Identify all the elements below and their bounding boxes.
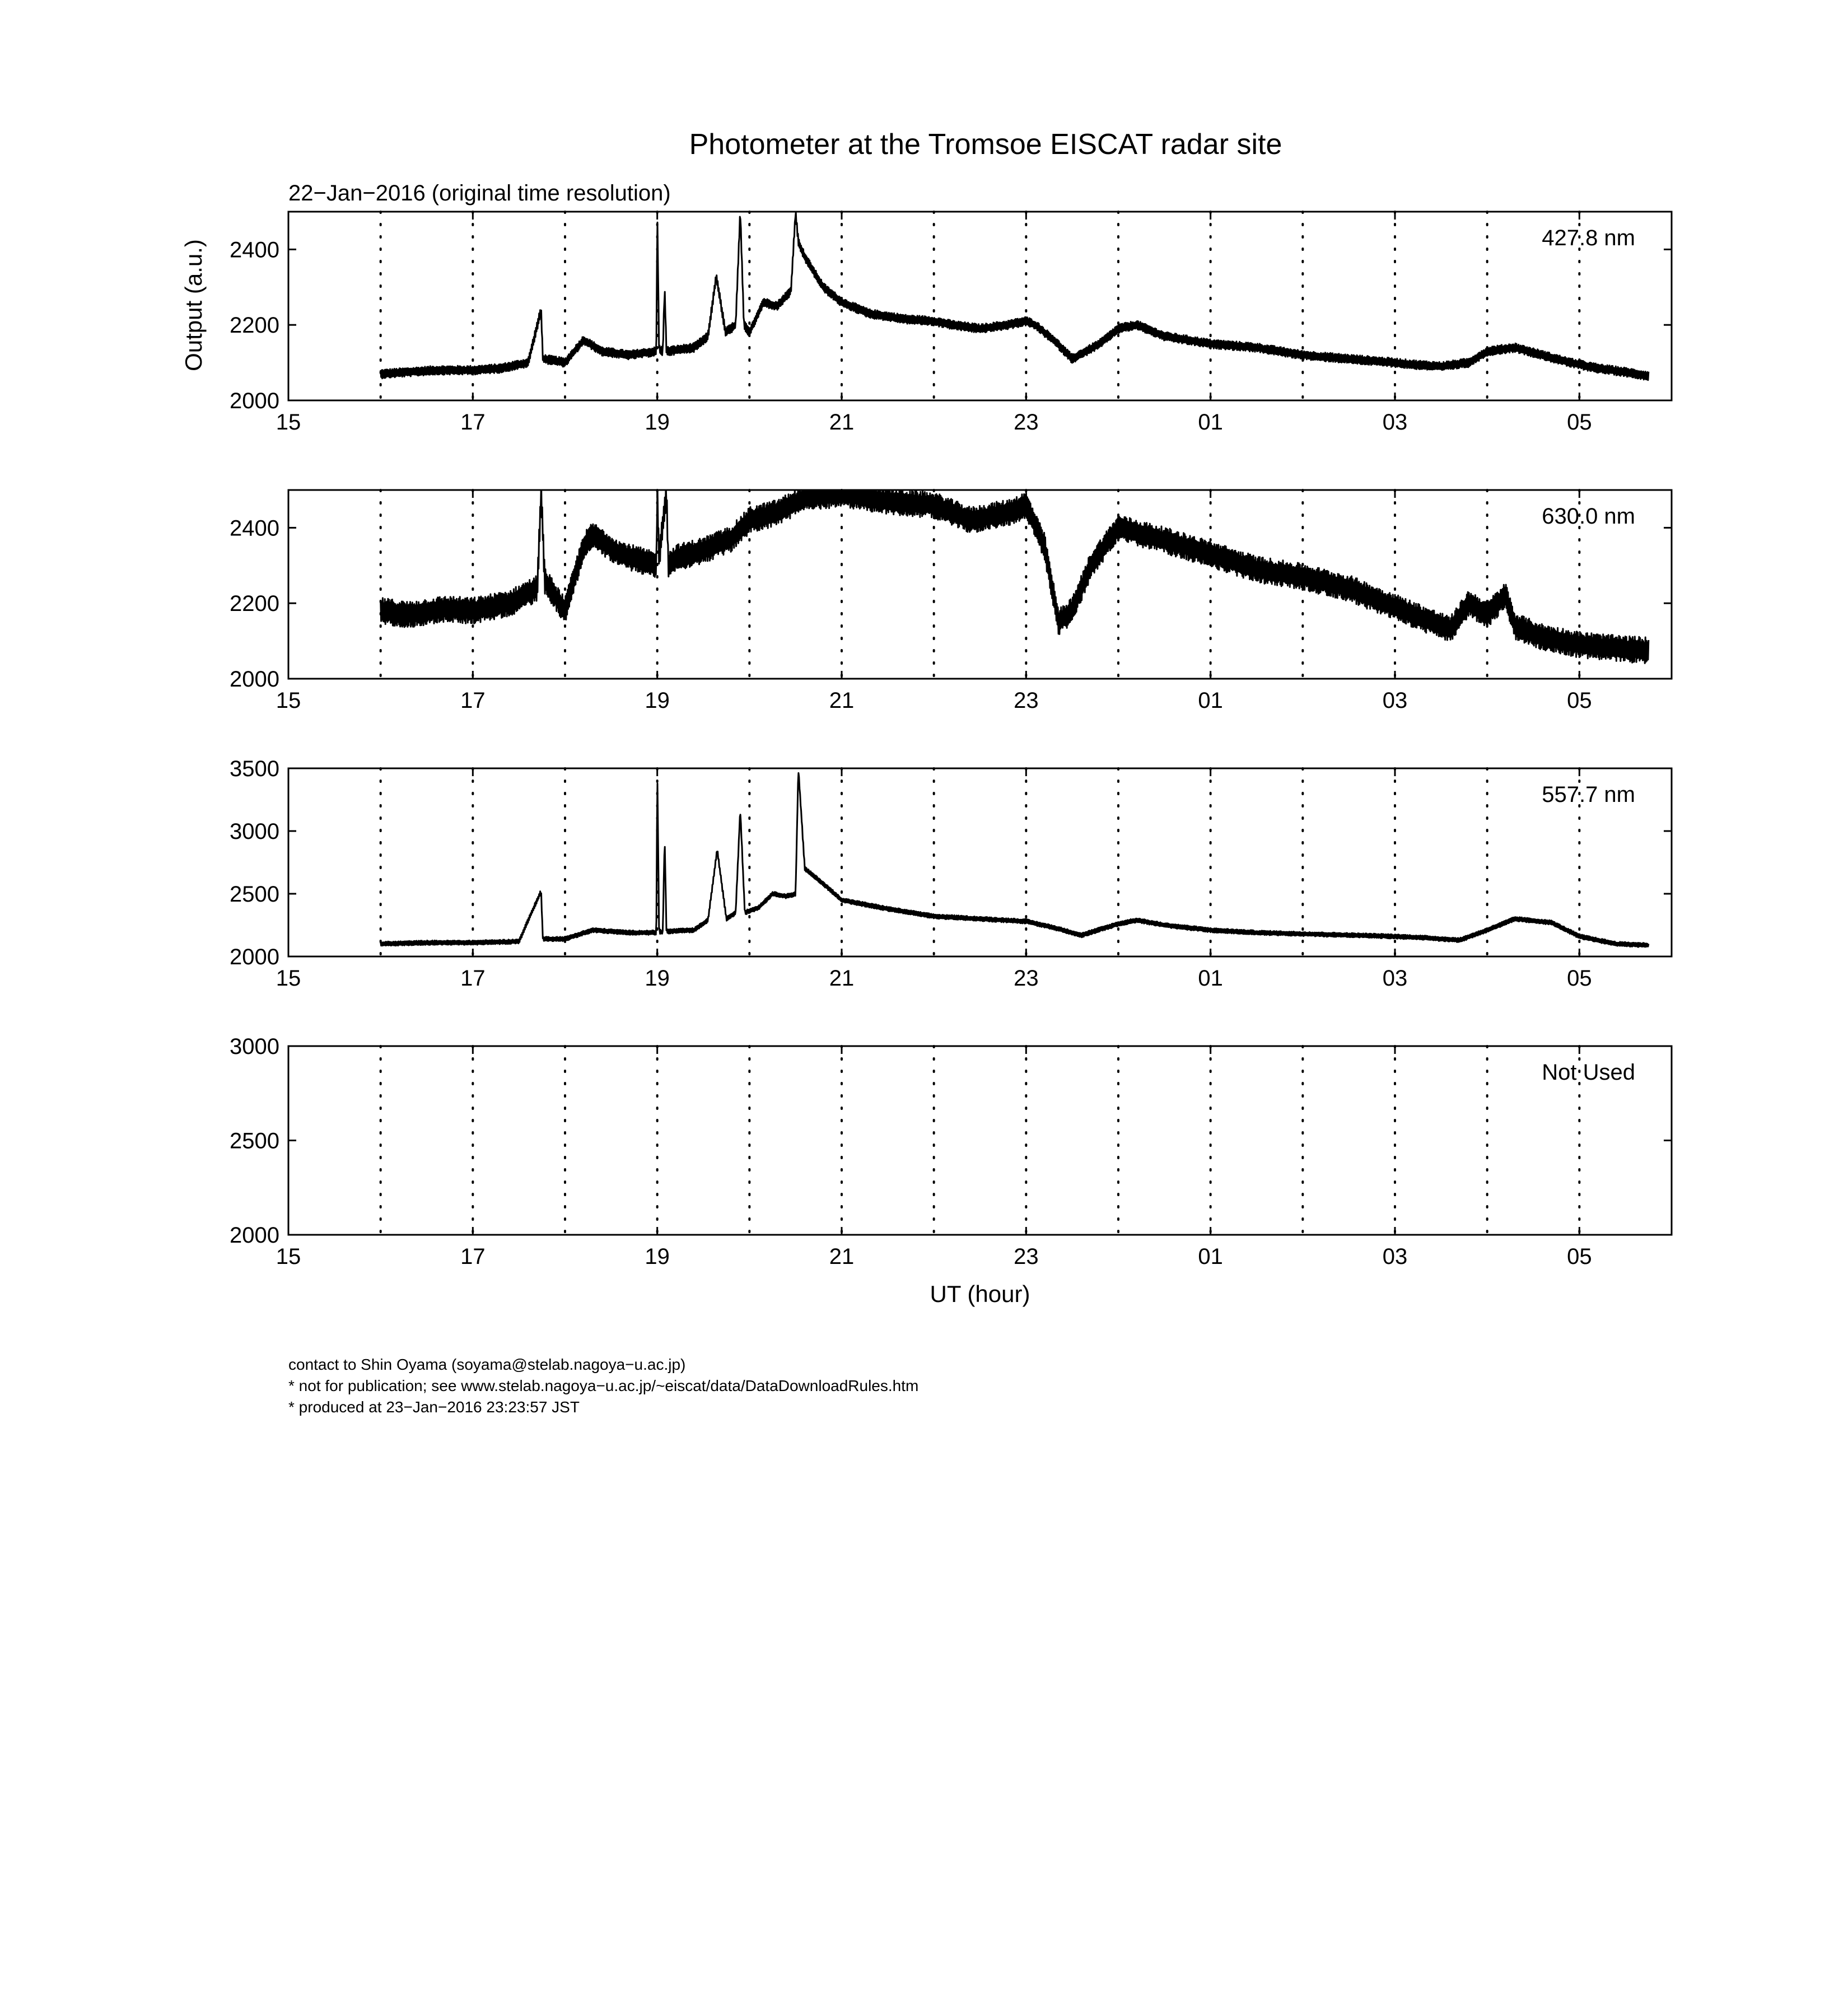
y-tick-label: 2200 <box>230 591 279 617</box>
x-axis-label: UT (hour) <box>930 1281 1030 1307</box>
y-tick-label: 2500 <box>230 1128 279 1154</box>
x-tick-label: 17 <box>460 410 486 435</box>
x-tick-label: 21 <box>829 688 855 713</box>
y-tick-label: 2000 <box>230 667 279 692</box>
x-tick-label: 15 <box>276 410 301 435</box>
panel-label: Not Used <box>1542 1060 1635 1085</box>
x-tick-label: 19 <box>645 966 670 991</box>
y-tick-label: 2500 <box>230 882 279 907</box>
panel-label: 630.0 nm <box>1542 504 1635 529</box>
y-axis-label: Output (a.u.) <box>180 239 207 371</box>
x-tick-label: 23 <box>1014 688 1039 713</box>
x-tick-label: 01 <box>1198 688 1223 713</box>
x-tick-label: 03 <box>1382 410 1408 435</box>
x-tick-label: 15 <box>276 688 301 713</box>
y-tick-label: 2400 <box>230 516 279 541</box>
x-tick-label: 23 <box>1014 410 1039 435</box>
y-tick-label: 2000 <box>230 1223 279 1248</box>
x-tick-label: 19 <box>645 1244 670 1269</box>
footer-contact: contact to Shin Oyama (soyama@stelab.nagoya−u.ac.jp) <box>288 1356 686 1373</box>
x-tick-label: 23 <box>1014 966 1039 991</box>
x-tick-label: 17 <box>460 1244 486 1269</box>
y-tick-label: 3500 <box>230 757 279 781</box>
y-tick-label: 3000 <box>230 819 279 844</box>
panel-label: 427.8 nm <box>1542 226 1635 250</box>
y-tick-label: 2400 <box>230 237 279 263</box>
x-tick-label: 21 <box>829 410 855 435</box>
x-tick-label: 01 <box>1198 966 1223 991</box>
x-tick-label: 17 <box>460 688 486 713</box>
x-tick-label: 03 <box>1382 688 1408 713</box>
y-tick-label: 2000 <box>230 389 279 413</box>
x-tick-label: 17 <box>460 966 486 991</box>
x-tick-label: 15 <box>276 1244 301 1269</box>
y-tick-label: 2200 <box>230 313 279 338</box>
x-tick-label: 21 <box>829 966 855 991</box>
footer-produced-at: * produced at 23−Jan−2016 23:23:57 JST <box>288 1398 580 1416</box>
figure-subtitle: 22−Jan−2016 (original time resolution) <box>288 181 671 206</box>
footer-publication-note: * not for publication; see www.stelab.nagoya−u.ac.jp/~eiscat/data/DataDownloadRules.htm <box>288 1377 919 1394</box>
y-tick-label: 3000 <box>230 1034 279 1059</box>
x-tick-label: 05 <box>1567 410 1592 435</box>
x-tick-label: 15 <box>276 966 301 991</box>
panel-label: 557.7 nm <box>1542 782 1635 807</box>
x-tick-label: 19 <box>645 688 670 713</box>
x-tick-label: 05 <box>1567 966 1592 991</box>
figure-title: Photometer at the Tromsoe EISCAT radar site <box>689 128 1282 161</box>
x-tick-label: 03 <box>1382 1244 1408 1269</box>
x-tick-label: 05 <box>1567 688 1592 713</box>
x-tick-label: 21 <box>829 1244 855 1269</box>
x-tick-label: 01 <box>1198 410 1223 435</box>
x-tick-label: 19 <box>645 410 670 435</box>
x-tick-label: 05 <box>1567 1244 1592 1269</box>
x-tick-label: 01 <box>1198 1244 1223 1269</box>
x-tick-label: 23 <box>1014 1244 1039 1269</box>
y-tick-label: 2000 <box>230 945 279 969</box>
x-tick-label: 03 <box>1382 966 1408 991</box>
